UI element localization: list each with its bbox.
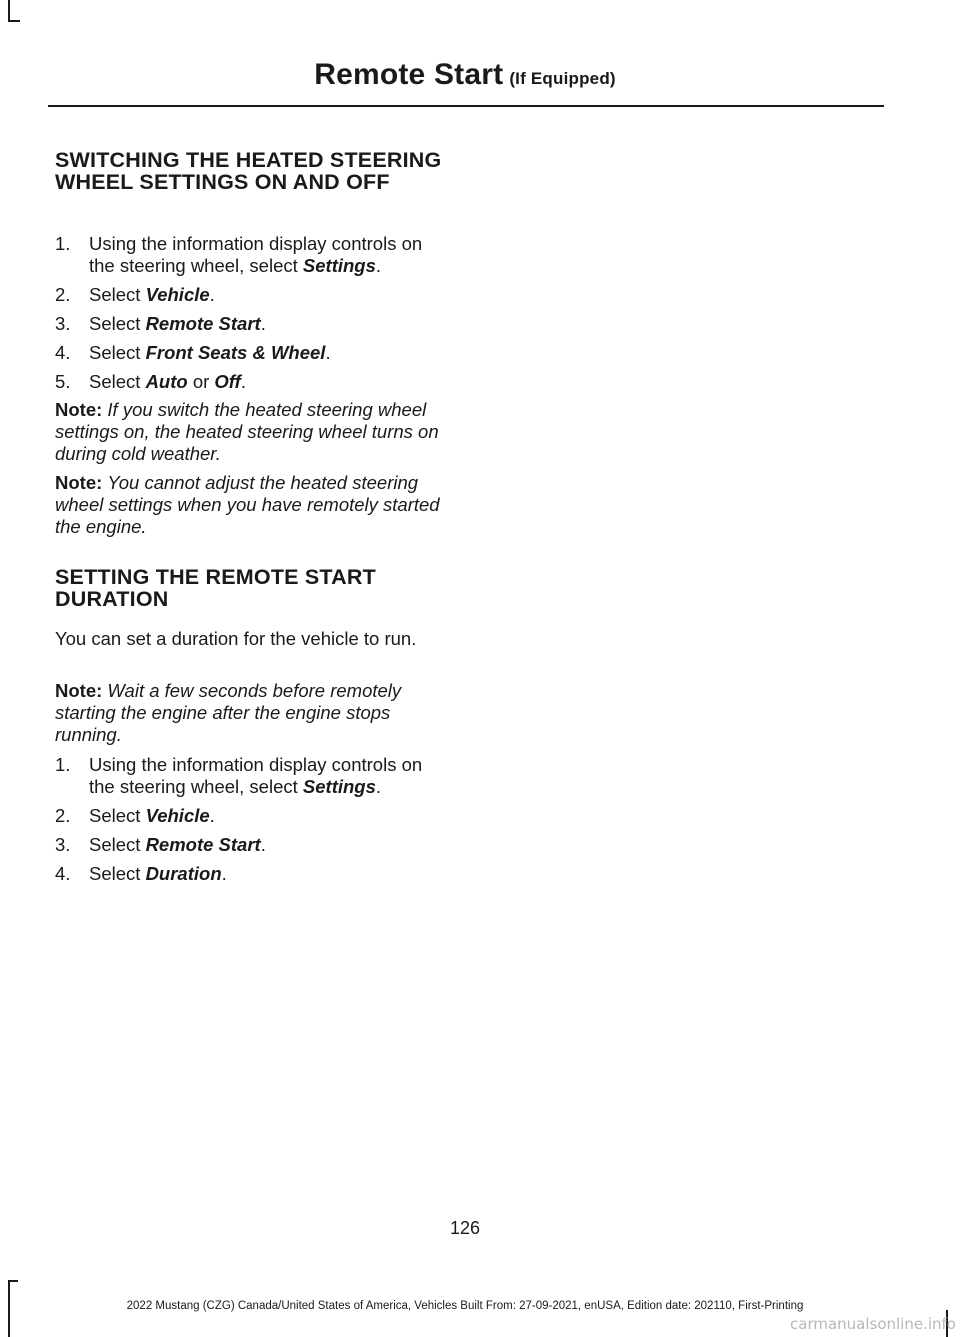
watermark: carmanualsonline.info (790, 1315, 956, 1333)
crop-mark-bottom-left-horizontal (8, 1280, 18, 1282)
crop-mark-top-left-horizontal (8, 20, 20, 22)
list-item: 3. Select Remote Start. (55, 834, 266, 855)
list-item: 1. Using the information display controls on the steering wheel, select Settings. (55, 233, 423, 276)
section-heated-steering-wheel (55, 149, 450, 193)
page-number: 126 (449, 1218, 481, 1238)
note: Note: You cannot adjust the heated steering wheel settings when you have remotely started the engine. (55, 472, 440, 537)
section1-steps (55, 233, 450, 400)
list-item: 2. Select Vehicle. (55, 284, 215, 305)
page-footer: 2022 Mustang (CZG) Canada/United States of America, Vehicles Built From: 27-09-2021, enUSA, Edition date: 202110, First-Printing (126, 1300, 804, 1312)
note: Note: Wait a few seconds before remotely starting the engine after the engine stops running. (55, 680, 402, 745)
header-title: Remote Start (314, 58, 504, 91)
note: Note: If you switch the heated steering wheel settings on, the heated steering wheel turns on during cold weather. (55, 399, 439, 464)
crop-mark-top-left-vertical (8, 0, 10, 22)
section2-steps (55, 754, 450, 892)
page-header (0, 58, 930, 92)
list-item: 2. Select Vehicle. (55, 805, 215, 826)
section-heading: SETTING THE REMOTE START DURATION (55, 565, 376, 611)
list-item: 3. Select Remote Start. (55, 313, 266, 334)
header-subtitle: (If Equipped) (509, 69, 616, 88)
list-item: 1. Using the information display controls on the steering wheel, select Settings. (55, 754, 423, 797)
section-remote-start-duration (55, 566, 450, 610)
list-item: 4. Select Front Seats & Wheel. (55, 342, 331, 363)
list-item: 5. Select Auto or Off. (55, 371, 246, 392)
list-item: 4. Select Duration. (55, 863, 227, 884)
section2-intro: You can set a duration for the vehicle to run. (55, 628, 417, 649)
section-heading: SWITCHING THE HEATED STEERING WHEEL SETTINGS ON AND OFF (55, 148, 442, 194)
header-divider (48, 105, 884, 107)
